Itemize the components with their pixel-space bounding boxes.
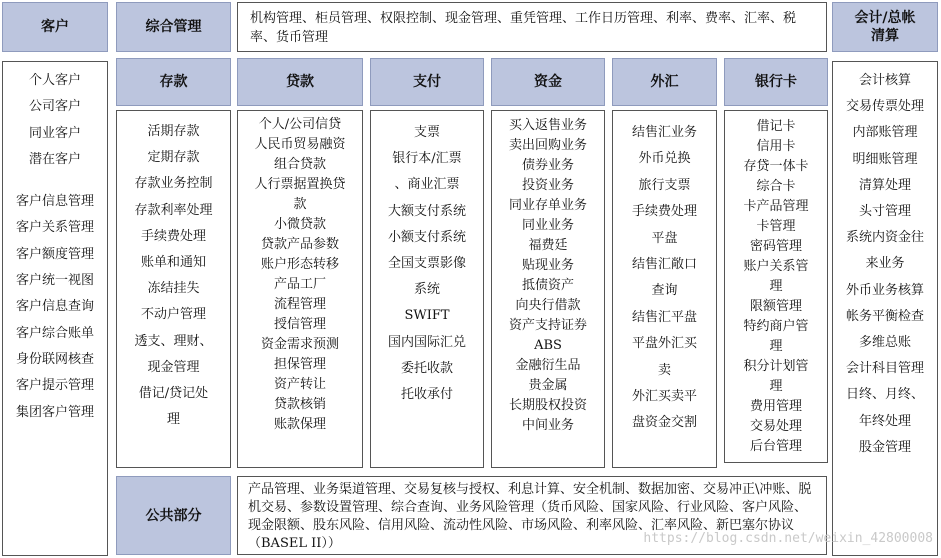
payment-item: 支票 [413,125,440,140]
card-item: 费用管理 [749,399,802,414]
common-text: 产品管理、业务渠道管理、交易复核与授权、利息计算、安全机制、数据加密、交易冲正\冲账、脱机交易、参数设置管理、综合查询、业务风险管理（货币风险、国家风险、行业风险、客户风险、现金限额、股东风险、信用风险、流动性风险、市场风险、利率风险、汇率风险、新巴塞尔协议（BASEL II）） [248,482,812,551]
loan-item: 小微贷款 [273,217,326,232]
customer-item: 同业客户 [28,125,81,141]
customer-item: 身份联网核查 [15,351,94,367]
deposit-item: 存款业务控制 [134,176,213,192]
loan-item: 组合贷款 [273,157,326,172]
deposit-box [116,110,231,468]
loan-item: 贷款核销 [273,397,326,412]
customer-item: 公司客户 [28,99,81,115]
forex-item: 手续费处理 [631,204,697,220]
fund-item: 长期股权投资 [508,398,587,413]
deposit-item: 存款利率处理 [134,202,213,218]
general-management-text: 机构管理、柜员管理、权限控制、现金管理、重凭管理、工作日历管理、利率、费率、汇率、税率、货币管理 [250,11,797,45]
loan-item: 担保管理 [273,357,326,372]
fund-item: 抵债资产 [521,278,574,293]
customer-item: 个人客户 [28,73,81,88]
card-item: 积分计划管 [743,359,809,374]
customer-item: 客户信息查询 [15,299,94,315]
forex-item: 旅行支票 [638,177,691,193]
loan-item: 产品工厂 [273,277,326,292]
fund-item: 同业存单业务 [508,198,587,213]
forex-item: 结售汇业务 [631,125,697,140]
fund-box [491,110,605,468]
payment-item: 全国支票影像 [387,256,466,272]
accounting-item: 头寸管理 [858,204,911,220]
deposit-item: 借记/贷记处 [138,386,209,402]
loan-item: 账户形态转移 [260,257,339,272]
customer-item: 客户额度管理 [15,246,94,262]
loan-item: 账款保理 [273,417,326,432]
deposit-item: 理 [166,412,180,428]
card-item: 后台管理 [749,439,802,454]
customer-list-b [3,189,107,426]
payment-item: 托收承付 [400,387,453,403]
accounting-list [833,62,937,461]
header-customer: 客户 [2,2,108,52]
header-payment: 支付 [370,58,484,106]
forex-item: 外币兑换 [638,151,691,167]
fund-item: 贵金属 [528,378,568,393]
customer-list-a [3,62,107,173]
deposit-list [117,111,230,433]
header-general-management: 综合管理 [116,2,231,52]
forex-item: 外汇买卖平 [631,389,697,405]
card-item: 账户关系管 [743,259,809,274]
payment-item: 大额支付系统 [387,203,466,219]
deposit-item: 不动户管理 [140,307,206,323]
loan-item: 资金需求预测 [260,337,339,352]
customer-item: 客户提示管理 [15,378,94,394]
fund-item: 投资业务 [521,178,574,193]
deposit-item: 活期存款 [147,124,200,139]
watermark: https://blog.csdn.net/weixin_42800008 [643,531,933,546]
card-item: 理 [769,279,783,294]
customer-item: 客户统一视图 [15,273,94,289]
card-item: 限额管理 [749,299,802,314]
loan-item: 款 [293,197,307,212]
accounting-item: 日终、月终、 [845,387,924,403]
fund-item: 同业业务 [521,218,574,233]
header-card: 银行卡 [724,58,828,106]
fund-list [492,111,604,436]
header-common: 公共部分 [116,476,231,555]
customer-item: 潜在客户 [28,151,81,167]
payment-item: 、商业汇票 [394,177,460,193]
forex-item: 查询 [651,283,678,299]
header-fund: 资金 [491,58,605,106]
fund-item: 向央行借款 [515,298,581,313]
accounting-item: 内部账管理 [852,125,918,141]
card-item: 卡管理 [756,219,796,234]
deposit-item: 现金管理 [147,359,200,375]
customer-item: 集团客户管理 [15,404,94,420]
customer-item: 客户综合账单 [15,325,94,341]
customer-item: 客户关系管理 [15,220,94,236]
card-item: 综合卡 [756,179,796,194]
fund-item: 买入返售业务 [508,118,587,133]
accounting-item: 明细账管理 [852,151,918,167]
loan-item: 资产转让 [273,377,326,392]
customer-box [2,61,108,556]
card-item: 特约商户管 [743,319,809,334]
forex-item: 结售汇敞口 [631,257,697,273]
deposit-item: 定期存款 [147,150,200,166]
loan-item: 人行票据置换贷 [254,177,346,192]
fund-item: ABS [534,338,562,353]
card-item: 借记卡 [756,119,796,134]
card-item: 交易处理 [749,419,802,434]
accounting-item: 交易传票处理 [845,99,924,115]
accounting-item: 来业务 [865,256,905,272]
forex-item: 卖 [657,362,671,378]
card-list [725,111,827,457]
loan-item: 个人/公司信贷 [258,117,342,132]
payment-item: 国内国际汇兑 [387,334,466,350]
deposit-item: 账单和通知 [140,255,206,271]
header-accounting: 会计/总帐 清算 [832,2,938,52]
general-management-box [237,2,827,52]
card-item: 密码管理 [749,239,802,254]
accounting-item: 股金管理 [858,439,911,455]
accounting-item: 多维总账 [858,335,911,351]
payment-item: 小额支付系统 [387,229,466,245]
forex-item: 平盘外汇买 [631,336,697,352]
forex-item: 结售汇平盘 [631,309,697,325]
header-deposit: 存款 [116,58,231,106]
payment-item: 系统 [413,282,440,298]
card-item: 理 [769,379,783,394]
fund-item: 卖出回购业务 [508,138,587,153]
accounting-box [832,61,938,556]
forex-item: 盘资金交割 [631,415,697,431]
card-item: 理 [769,339,783,354]
card-item: 卡产品管理 [743,199,809,214]
accounting-item: 帐务平衡检查 [845,308,924,324]
header-loan: 贷款 [237,58,363,106]
fund-item: 金融衍生品 [515,358,581,373]
card-box [724,110,828,463]
loan-item: 人民币贸易融资 [254,137,346,152]
accounting-item: 会计科目管理 [845,361,924,377]
card-item: 存贷一体卡 [743,159,809,174]
fund-item: 中间业务 [521,418,574,433]
payment-item: SWIFT [404,308,450,324]
loan-item: 贷款产品参数 [260,237,339,252]
fund-item: 债券业务 [521,158,574,173]
deposit-item: 冻结挂失 [147,281,200,297]
header-forex: 外汇 [612,58,717,106]
deposit-item: 透支、理财、 [134,333,213,349]
payment-item: 银行本/汇票 [392,151,462,167]
card-item: 信用卡 [756,139,796,154]
forex-box [612,110,717,468]
fund-item: 贴现业务 [521,258,574,273]
forex-list [613,111,716,437]
payment-item: 委托收款 [400,360,453,376]
forex-item: 平盘 [651,230,678,246]
loan-box [237,110,363,468]
loan-list [238,111,362,435]
fund-item: 福费廷 [528,238,568,253]
accounting-item: 系统内资金往 [845,230,924,246]
accounting-item: 清算处理 [858,177,911,193]
payment-list [371,111,483,408]
accounting-item: 年终处理 [858,413,911,429]
accounting-item: 外币业务核算 [845,282,924,298]
loan-item: 授信管理 [273,317,326,332]
customer-item: 客户信息管理 [15,194,94,210]
loan-item: 流程管理 [273,297,326,312]
fund-item: 资产支持证券 [508,318,587,333]
accounting-item: 会计核算 [858,73,911,88]
deposit-item: 手续费处理 [140,228,206,244]
payment-box [370,110,484,468]
